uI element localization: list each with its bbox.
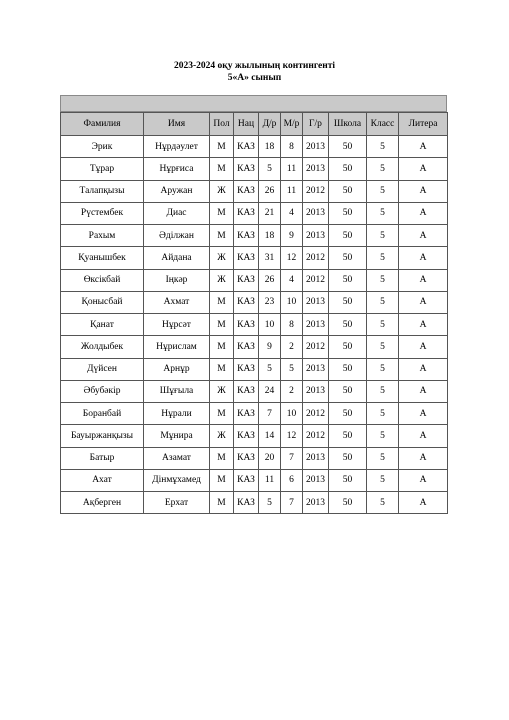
cell-surname: Батыр xyxy=(61,447,144,469)
cell-name: Шұғыла xyxy=(144,380,210,402)
cell-nationality: КАЗ xyxy=(234,469,259,491)
cell-birth-day: 11 xyxy=(259,469,281,491)
cell-letter: А xyxy=(399,247,448,269)
cell-letter: А xyxy=(399,136,448,158)
cell-birth-day: 31 xyxy=(259,247,281,269)
cell-nationality: КАЗ xyxy=(234,358,259,380)
cell-letter: А xyxy=(399,225,448,247)
table-row xyxy=(61,469,448,491)
cell-grade: 5 xyxy=(367,247,399,269)
cell-surname: Эрик xyxy=(61,136,144,158)
cell-school: 50 xyxy=(329,425,367,447)
table-row xyxy=(61,447,448,469)
cell-name: Азамат xyxy=(144,447,210,469)
cell-birth-year: 2013 xyxy=(303,358,329,380)
cell-name: Іңкәр xyxy=(144,269,210,291)
cell-name: Диас xyxy=(144,202,210,224)
column-header-grade: Класс xyxy=(367,113,399,136)
cell-gender: М xyxy=(210,447,234,469)
cell-grade: 5 xyxy=(367,314,399,336)
cell-surname: Талапқызы xyxy=(61,180,144,202)
cell-birth-month: 2 xyxy=(281,380,303,402)
cell-birth-day: 18 xyxy=(259,225,281,247)
table-row xyxy=(61,225,448,247)
cell-school: 50 xyxy=(329,492,367,514)
cell-surname: Қонысбай xyxy=(61,291,144,313)
cell-nationality: КАЗ xyxy=(234,158,259,180)
cell-school: 50 xyxy=(329,291,367,313)
cell-name: Дінмұхамед xyxy=(144,469,210,491)
cell-nationality: КАЗ xyxy=(234,247,259,269)
cell-birth-month: 6 xyxy=(281,469,303,491)
table-row xyxy=(61,269,448,291)
cell-name: Ерхат xyxy=(144,492,210,514)
cell-school: 50 xyxy=(329,180,367,202)
cell-nationality: КАЗ xyxy=(234,403,259,425)
cell-name: Айдана xyxy=(144,247,210,269)
cell-birth-year: 2013 xyxy=(303,380,329,402)
cell-school: 50 xyxy=(329,336,367,358)
cell-birth-month: 10 xyxy=(281,403,303,425)
cell-school: 50 xyxy=(329,380,367,402)
column-header-gender: Пол xyxy=(210,113,234,136)
cell-grade: 5 xyxy=(367,425,399,447)
cell-name: Ахмат xyxy=(144,291,210,313)
cell-grade: 5 xyxy=(367,225,399,247)
cell-birth-year: 2013 xyxy=(303,447,329,469)
cell-nationality: КАЗ xyxy=(234,314,259,336)
cell-birth-day: 18 xyxy=(259,136,281,158)
cell-birth-day: 20 xyxy=(259,447,281,469)
table-row xyxy=(61,247,448,269)
cell-birth-day: 5 xyxy=(259,492,281,514)
table-row xyxy=(61,158,448,180)
cell-surname: Ахат xyxy=(61,469,144,491)
cell-birth-year: 2012 xyxy=(303,336,329,358)
cell-birth-year: 2013 xyxy=(303,314,329,336)
cell-nationality: КАЗ xyxy=(234,492,259,514)
cell-gender: М xyxy=(210,469,234,491)
cell-birth-month: 8 xyxy=(281,136,303,158)
cell-nationality: КАЗ xyxy=(234,136,259,158)
cell-birth-month: 7 xyxy=(281,447,303,469)
cell-gender: М xyxy=(210,403,234,425)
cell-birth-year: 2013 xyxy=(303,225,329,247)
cell-birth-day: 26 xyxy=(259,269,281,291)
cell-letter: А xyxy=(399,469,448,491)
cell-school: 50 xyxy=(329,403,367,425)
cell-letter: А xyxy=(399,158,448,180)
table-row xyxy=(61,291,448,313)
cell-surname: Тұрар xyxy=(61,158,144,180)
table-row xyxy=(61,425,448,447)
cell-name: Аружан xyxy=(144,180,210,202)
cell-grade: 5 xyxy=(367,336,399,358)
cell-birth-year: 2012 xyxy=(303,269,329,291)
cell-gender: М xyxy=(210,336,234,358)
cell-birth-year: 2013 xyxy=(303,158,329,180)
class-subtitle: 5«А» сынып xyxy=(227,73,282,83)
cell-surname: Дүйсен xyxy=(61,358,144,380)
cell-surname: Жолдыбек xyxy=(61,336,144,358)
cell-grade: 5 xyxy=(367,403,399,425)
cell-name: Арнұр xyxy=(144,358,210,380)
cell-birth-year: 2013 xyxy=(303,492,329,514)
cell-birth-day: 5 xyxy=(259,158,281,180)
cell-birth-day: 7 xyxy=(259,403,281,425)
cell-surname: Рахым xyxy=(61,225,144,247)
cell-school: 50 xyxy=(329,469,367,491)
cell-nationality: КАЗ xyxy=(234,269,259,291)
cell-gender: М xyxy=(210,202,234,224)
cell-birth-day: 5 xyxy=(259,358,281,380)
cell-grade: 5 xyxy=(367,291,399,313)
column-header-school: Школа xyxy=(329,113,367,136)
cell-birth-month: 2 xyxy=(281,336,303,358)
cell-nationality: КАЗ xyxy=(234,180,259,202)
cell-name: Нұрали xyxy=(144,403,210,425)
cell-surname: Ақберген xyxy=(61,492,144,514)
cell-name: Нұрсәт xyxy=(144,314,210,336)
cell-gender: Ж xyxy=(210,247,234,269)
cell-birth-year: 2013 xyxy=(303,469,329,491)
cell-letter: А xyxy=(399,492,448,514)
cell-school: 50 xyxy=(329,247,367,269)
column-header-nationality: Нац xyxy=(234,113,259,136)
cell-surname: Бауыржанқызы xyxy=(61,425,144,447)
cell-school: 50 xyxy=(329,225,367,247)
cell-birth-year: 2013 xyxy=(303,202,329,224)
cell-name: Әділжан xyxy=(144,225,210,247)
cell-birth-month: 4 xyxy=(281,202,303,224)
cell-surname: Қанат xyxy=(61,314,144,336)
cell-birth-day: 10 xyxy=(259,314,281,336)
cell-birth-day: 21 xyxy=(259,202,281,224)
cell-surname: Рүстембек xyxy=(61,202,144,224)
cell-nationality: КАЗ xyxy=(234,380,259,402)
cell-letter: А xyxy=(399,403,448,425)
cell-nationality: КАЗ xyxy=(234,225,259,247)
cell-surname: Әбубәкір xyxy=(61,380,144,402)
cell-name: Нұрдәулет xyxy=(144,136,210,158)
cell-birth-month: 11 xyxy=(281,180,303,202)
table-row xyxy=(61,336,448,358)
cell-birth-month: 12 xyxy=(281,425,303,447)
table-header-band xyxy=(60,95,447,112)
cell-letter: А xyxy=(399,291,448,313)
cell-gender: М xyxy=(210,136,234,158)
cell-gender: М xyxy=(210,314,234,336)
table-row xyxy=(61,380,448,402)
cell-birth-day: 9 xyxy=(259,336,281,358)
column-header-name: Имя xyxy=(144,113,210,136)
cell-nationality: КАЗ xyxy=(234,202,259,224)
cell-birth-month: 4 xyxy=(281,269,303,291)
cell-gender: Ж xyxy=(210,425,234,447)
cell-birth-day: 14 xyxy=(259,425,281,447)
cell-gender: М xyxy=(210,225,234,247)
table-row xyxy=(61,403,448,425)
table-row xyxy=(61,202,448,224)
cell-name: Мұнира xyxy=(144,425,210,447)
cell-letter: А xyxy=(399,447,448,469)
cell-nationality: КАЗ xyxy=(234,447,259,469)
cell-name: Нұрислам xyxy=(144,336,210,358)
cell-birth-year: 2012 xyxy=(303,180,329,202)
table-row xyxy=(61,358,448,380)
cell-grade: 5 xyxy=(367,358,399,380)
table-header-row xyxy=(61,113,448,136)
column-header-birth-month: М/р xyxy=(281,113,303,136)
cell-school: 50 xyxy=(329,269,367,291)
cell-grade: 5 xyxy=(367,269,399,291)
cell-grade: 5 xyxy=(367,380,399,402)
cell-birth-day: 26 xyxy=(259,180,281,202)
cell-birth-year: 2013 xyxy=(303,291,329,313)
cell-grade: 5 xyxy=(367,202,399,224)
cell-nationality: КАЗ xyxy=(234,291,259,313)
table-row xyxy=(61,180,448,202)
column-header-surname: Фамилия xyxy=(61,113,144,136)
cell-grade: 5 xyxy=(367,136,399,158)
cell-letter: А xyxy=(399,180,448,202)
cell-gender: Ж xyxy=(210,380,234,402)
cell-gender: Ж xyxy=(210,269,234,291)
cell-letter: А xyxy=(399,202,448,224)
table-row xyxy=(61,314,448,336)
cell-surname: Қуанышбек xyxy=(61,247,144,269)
cell-gender: М xyxy=(210,158,234,180)
table-body xyxy=(61,136,448,514)
cell-birth-day: 24 xyxy=(259,380,281,402)
cell-birth-year: 2012 xyxy=(303,425,329,447)
column-header-birth-day: Д/р xyxy=(259,113,281,136)
cell-school: 50 xyxy=(329,158,367,180)
cell-birth-month: 5 xyxy=(281,358,303,380)
document-title: 2023-2024 оқу жылының контингенті xyxy=(173,61,336,71)
cell-nationality: КАЗ xyxy=(234,336,259,358)
cell-letter: А xyxy=(399,380,448,402)
cell-letter: А xyxy=(399,425,448,447)
cell-gender: М xyxy=(210,291,234,313)
cell-grade: 5 xyxy=(367,158,399,180)
cell-nationality: КАЗ xyxy=(234,425,259,447)
cell-birth-year: 2013 xyxy=(303,136,329,158)
cell-birth-month: 9 xyxy=(281,225,303,247)
column-header-letter: Литера xyxy=(399,113,448,136)
cell-grade: 5 xyxy=(367,447,399,469)
cell-letter: А xyxy=(399,336,448,358)
cell-school: 50 xyxy=(329,314,367,336)
cell-school: 50 xyxy=(329,358,367,380)
cell-gender: М xyxy=(210,492,234,514)
contingent-table xyxy=(60,112,448,514)
cell-grade: 5 xyxy=(367,492,399,514)
cell-surname: Боранбай xyxy=(61,403,144,425)
cell-letter: А xyxy=(399,358,448,380)
cell-surname: Өксікбай xyxy=(61,269,144,291)
table-row xyxy=(61,136,448,158)
cell-birth-month: 8 xyxy=(281,314,303,336)
cell-birth-year: 2012 xyxy=(303,403,329,425)
cell-birth-month: 7 xyxy=(281,492,303,514)
cell-gender: Ж xyxy=(210,180,234,202)
cell-birth-day: 23 xyxy=(259,291,281,313)
cell-birth-month: 11 xyxy=(281,158,303,180)
cell-school: 50 xyxy=(329,136,367,158)
cell-grade: 5 xyxy=(367,180,399,202)
cell-birth-year: 2012 xyxy=(303,247,329,269)
cell-school: 50 xyxy=(329,202,367,224)
cell-gender: М xyxy=(210,358,234,380)
cell-birth-month: 12 xyxy=(281,247,303,269)
cell-birth-month: 10 xyxy=(281,291,303,313)
table-row xyxy=(61,492,448,514)
column-header-birth-year: Г/р xyxy=(303,113,329,136)
cell-letter: А xyxy=(399,314,448,336)
cell-school: 50 xyxy=(329,447,367,469)
cell-grade: 5 xyxy=(367,469,399,491)
cell-name: Нұрғиса xyxy=(144,158,210,180)
cell-letter: А xyxy=(399,269,448,291)
